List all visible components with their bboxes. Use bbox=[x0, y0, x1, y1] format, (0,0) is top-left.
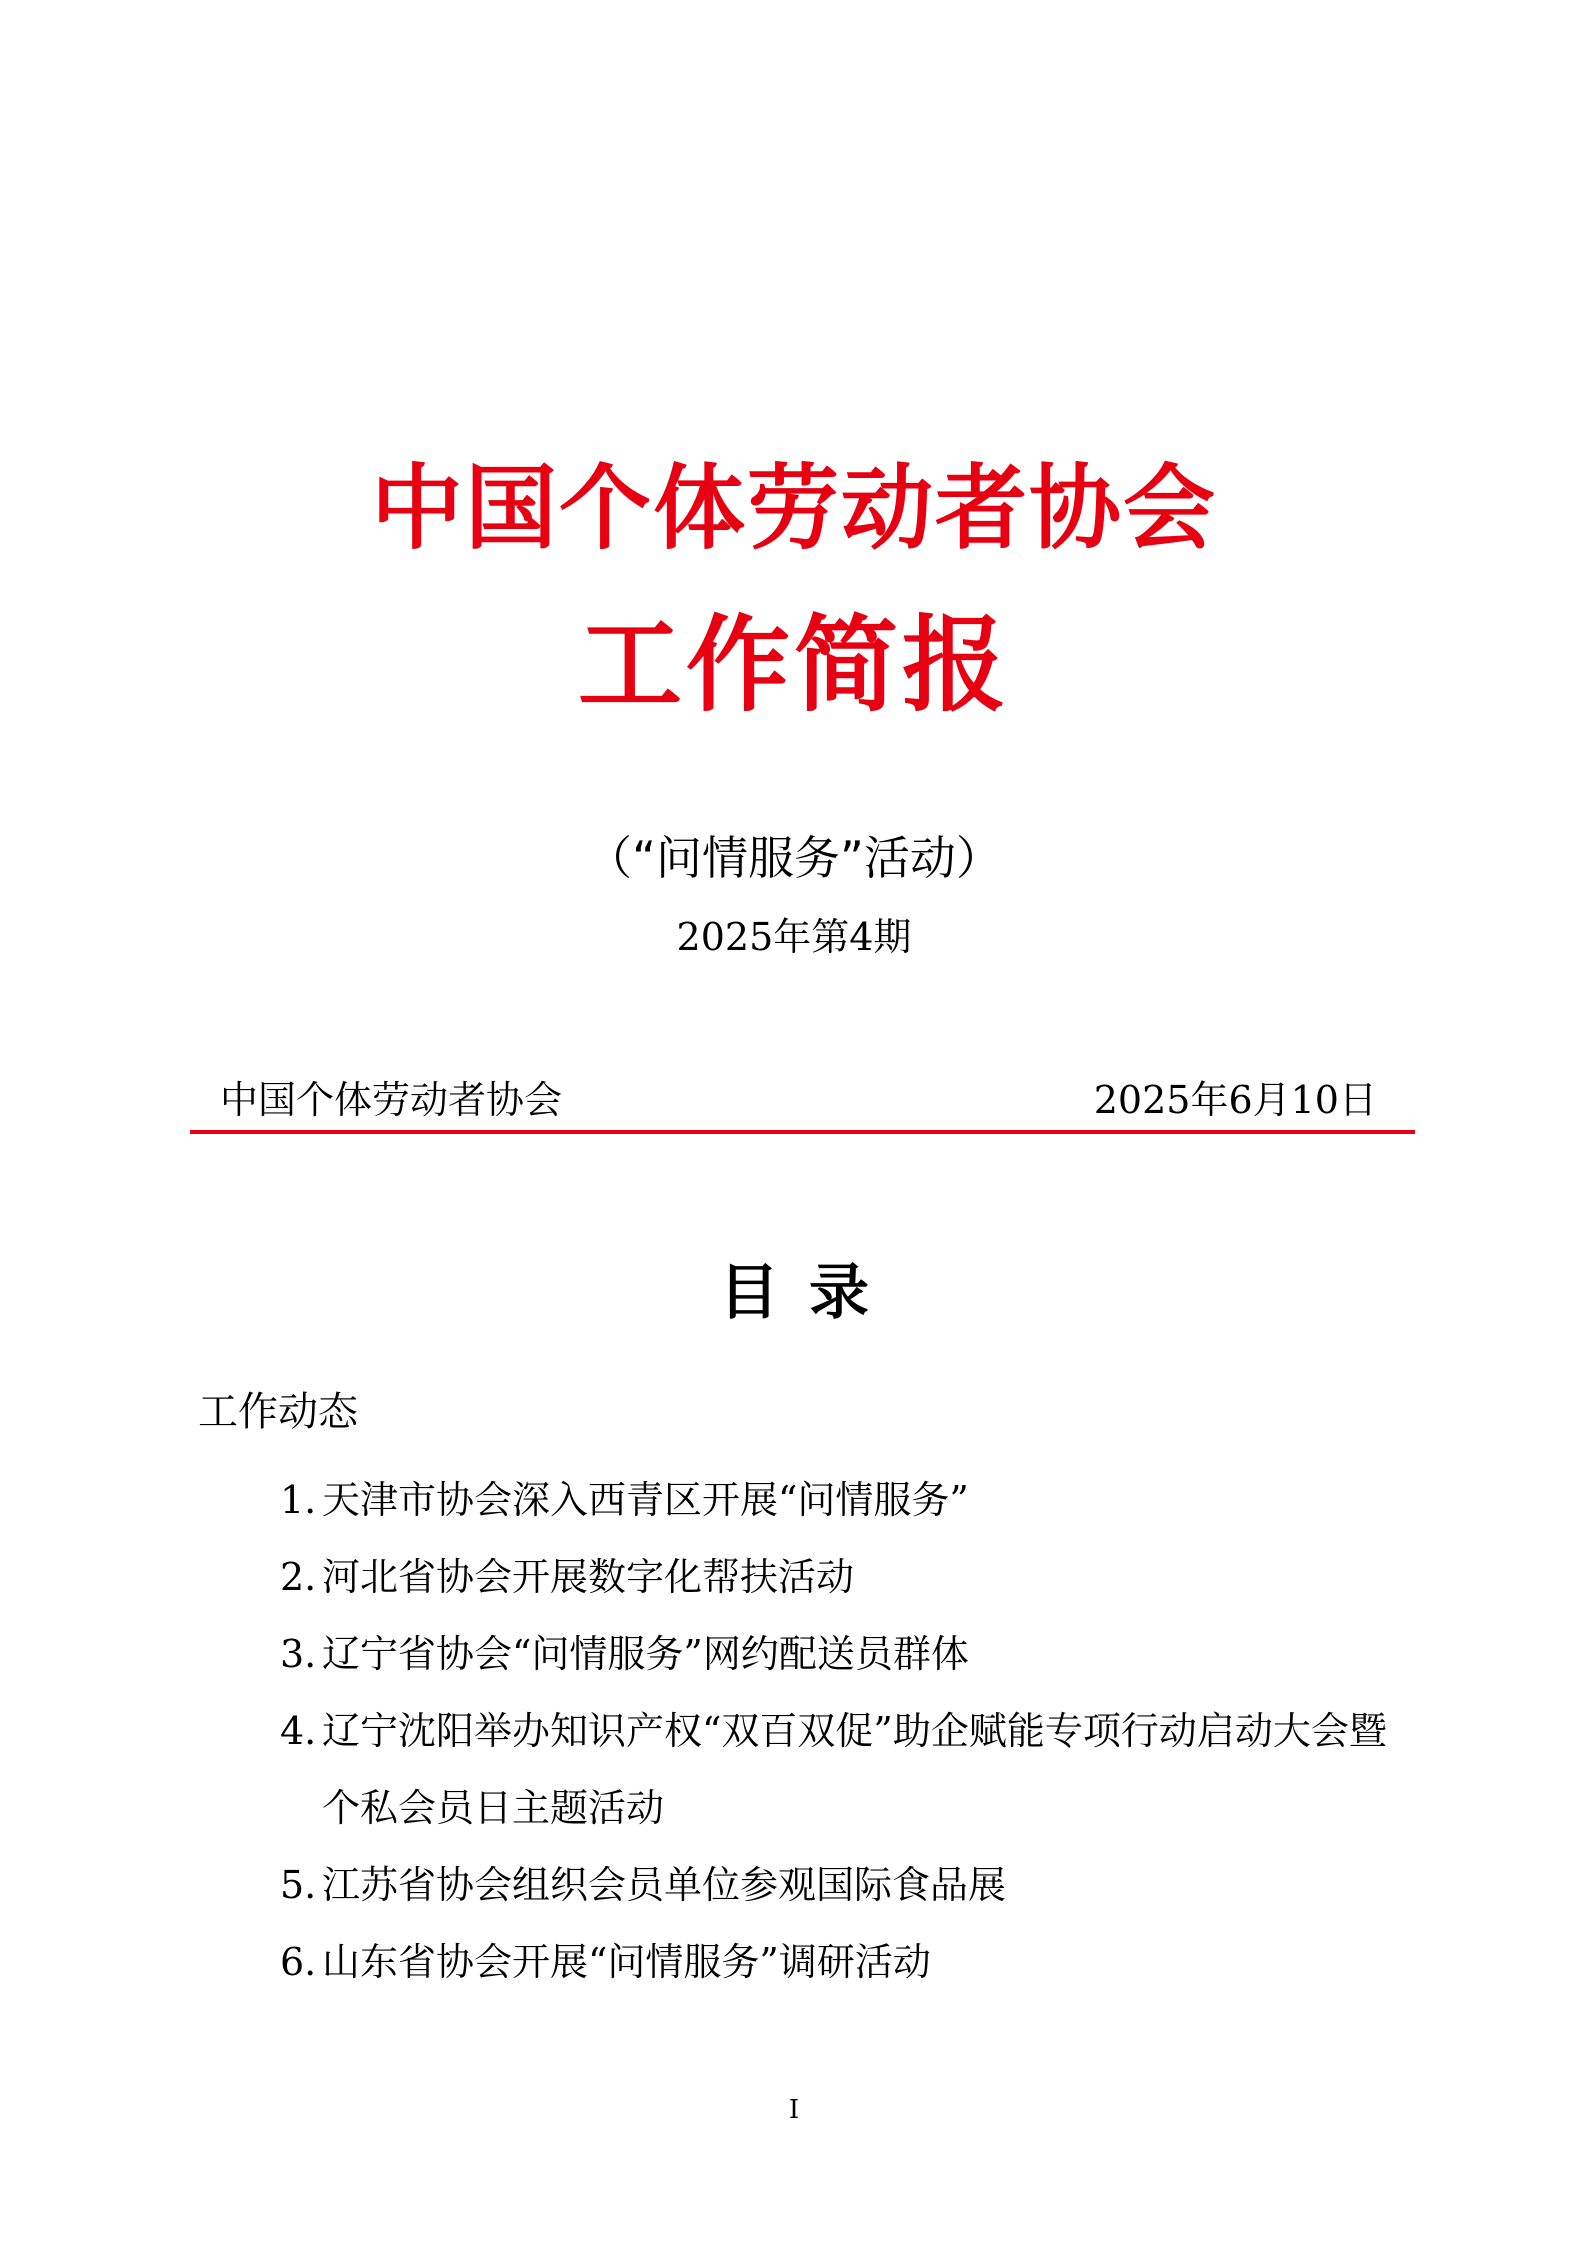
toc-item[interactable] bbox=[280, 1847, 1420, 1924]
toc-item-text: 山东省协会开展“问情服务”调研活动 bbox=[322, 1940, 931, 1984]
toc-item-number: 4. bbox=[280, 1709, 317, 1753]
issue-subtitle: （“问情服务”活动） bbox=[586, 831, 1002, 885]
page-number: I bbox=[788, 2095, 800, 2125]
publisher-row bbox=[190, 1072, 1405, 1128]
toc-list bbox=[280, 1462, 1420, 2001]
toc-item-text: 天津市协会深入西青区开展“问情服务” bbox=[322, 1478, 969, 1522]
toc-title: 目录 bbox=[719, 1258, 899, 1328]
publisher-name: 中国个体劳动者协会 bbox=[220, 1078, 563, 1122]
toc-item-text: 辽宁省协会“问情服务”网约配送员群体 bbox=[322, 1632, 969, 1676]
toc-item-text: 江苏省协会组织会员单位参观国际食品展 bbox=[322, 1863, 1007, 1907]
toc-item[interactable] bbox=[280, 1924, 1420, 2001]
toc-section-heading: 工作动态 bbox=[198, 1389, 358, 1435]
red-divider bbox=[190, 1130, 1415, 1134]
toc-item[interactable] bbox=[280, 1616, 1420, 1693]
toc-item[interactable] bbox=[280, 1539, 1420, 1616]
issue-number: 2025年第4期 bbox=[676, 915, 912, 959]
toc-item[interactable] bbox=[280, 1693, 1420, 1847]
toc-item-text: 辽宁沈阳举办知识产权“双百双促”助企赋能专项行动启动大会暨个私会员日主题活动 bbox=[322, 1709, 1387, 1830]
publish-date: 2025年6月10日 bbox=[1093, 1078, 1377, 1122]
toc-item-number: 2. bbox=[280, 1555, 317, 1599]
toc-item[interactable] bbox=[280, 1462, 1420, 1539]
toc-item-number: 1. bbox=[280, 1478, 317, 1522]
toc-item-number: 5. bbox=[280, 1863, 317, 1907]
toc-item-number: 3. bbox=[280, 1632, 317, 1676]
masthead-organization: 中国个体劳动者协会 bbox=[370, 454, 1217, 562]
toc-item-number: 6. bbox=[280, 1940, 317, 1984]
masthead-title: 工作简报 bbox=[577, 603, 1010, 726]
toc-item-text: 河北省协会开展数字化帮扶活动 bbox=[322, 1555, 855, 1599]
